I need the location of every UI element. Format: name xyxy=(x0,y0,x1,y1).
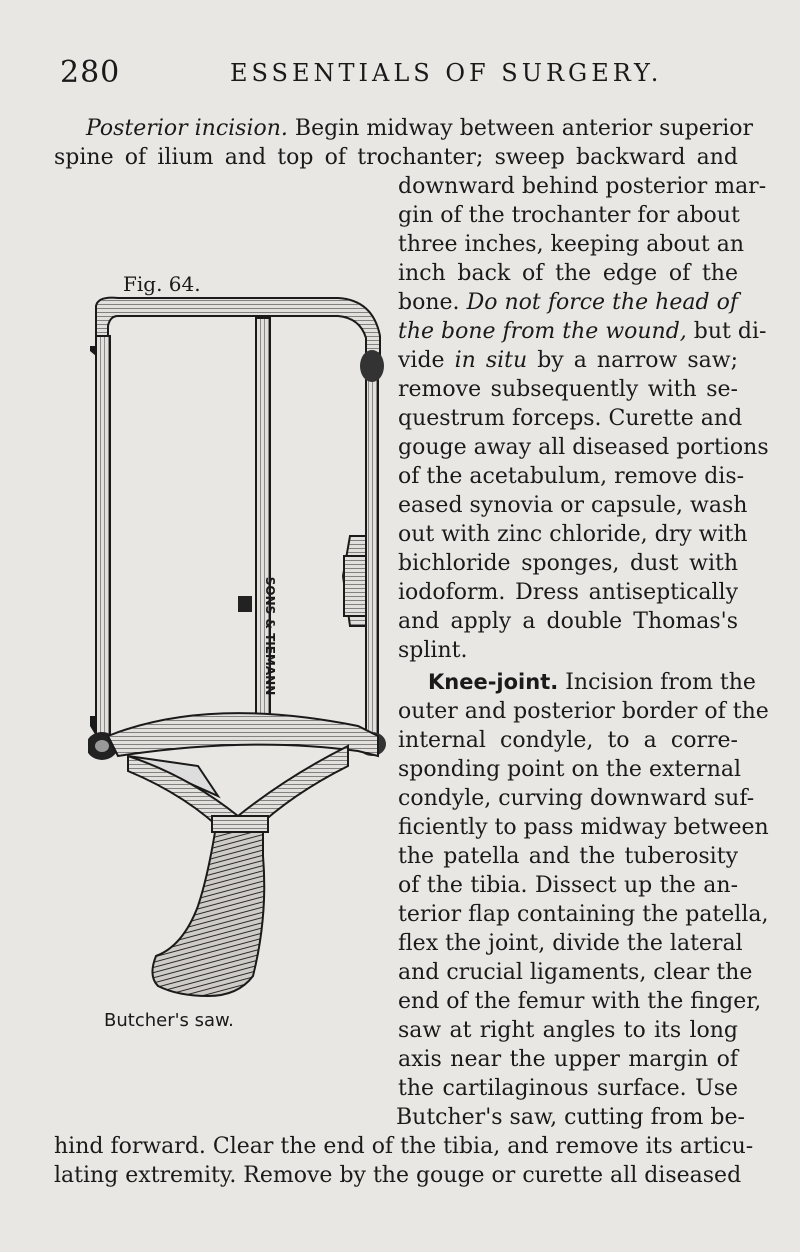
running-head: ESSENTIALS OF SURGERY. xyxy=(230,59,663,87)
knee-joint-line: Knee-joint. Incision from the xyxy=(428,670,756,695)
body-line: internal condyle, to a corre- xyxy=(398,728,738,753)
page-header xyxy=(60,55,760,95)
body-line: downward behind posterior mar- xyxy=(398,174,767,199)
body-line: ficiently to pass midway between xyxy=(398,815,769,840)
body-line: inch back of the edge of the xyxy=(398,261,738,286)
saw-blade xyxy=(96,336,110,736)
knee-joint-heading: Knee-joint. xyxy=(428,670,559,694)
page-number: 280 xyxy=(60,55,121,90)
body-line: out with zinc chloride, dry with xyxy=(398,522,748,547)
body-line: the cartilaginous surface. Use xyxy=(398,1076,738,1101)
body-line-1: Posterior incision. Begin midway between anterior superior xyxy=(86,116,754,141)
body-line: terior flap containing the patella, xyxy=(398,902,769,927)
body-line: Butcher's saw, cutting from be- xyxy=(396,1105,745,1130)
body-line: bichloride sponges, dust with xyxy=(398,551,738,576)
body-line: of the tibia. Dissect up the an- xyxy=(398,873,738,898)
body-line: three inches, keeping about an xyxy=(398,232,745,257)
body-line: vide in situ by a narrow saw; xyxy=(398,348,738,373)
body-line: axis near the upper margin of xyxy=(398,1047,738,1072)
body-line: questrum forceps. Curette and xyxy=(398,406,743,431)
engraving-text: SONS & TIEMANN xyxy=(263,576,277,696)
body-line: outer and posterior border of the xyxy=(398,699,769,724)
body-line: and apply a double Thomas's xyxy=(398,609,738,634)
body-line: gouge away all diseased portions xyxy=(398,435,769,460)
body-line: gin of the trochanter for about xyxy=(398,203,740,228)
body-line: the patella and the tuberosity xyxy=(398,844,738,869)
body-line: of the acetabulum, remove dis- xyxy=(398,464,745,489)
body-line: bone. Do not force the head of xyxy=(398,290,739,315)
body-line: the bone from the wound, but di- xyxy=(398,319,767,344)
body-line: flex the joint, divide the lateral xyxy=(398,931,743,956)
body-line: hind forward. Clear the end of the tibia, and remove its articu- xyxy=(54,1134,754,1159)
butchers-saw-illustration xyxy=(88,296,388,1000)
saw-handle xyxy=(152,826,264,996)
posterior-incision-heading: Posterior incision. xyxy=(86,116,288,141)
body-line: remove subsequently with se- xyxy=(398,377,738,402)
body-line: eased synovia or capsule, wash xyxy=(398,493,748,518)
figure-label: Fig. 64. xyxy=(123,272,201,296)
body-line: condyle, curving downward suf- xyxy=(398,786,755,811)
body-line: splint. xyxy=(398,638,468,663)
figure-caption: Butcher's saw. xyxy=(104,1010,234,1031)
body-line: sponding point on the external xyxy=(398,757,742,782)
body-line: saw at right angles to its long xyxy=(398,1018,738,1043)
body-line: end of the femur with the finger, xyxy=(398,989,762,1014)
body-line: lating extremity. Remove by the gouge or curette all diseased xyxy=(54,1163,742,1188)
body-line: and crucial ligaments, clear the xyxy=(398,960,753,985)
body-line: iodoform. Dress antiseptically xyxy=(398,580,738,605)
body-line-2: spine of ilium and top of trochanter; sweep backward and xyxy=(54,145,738,170)
